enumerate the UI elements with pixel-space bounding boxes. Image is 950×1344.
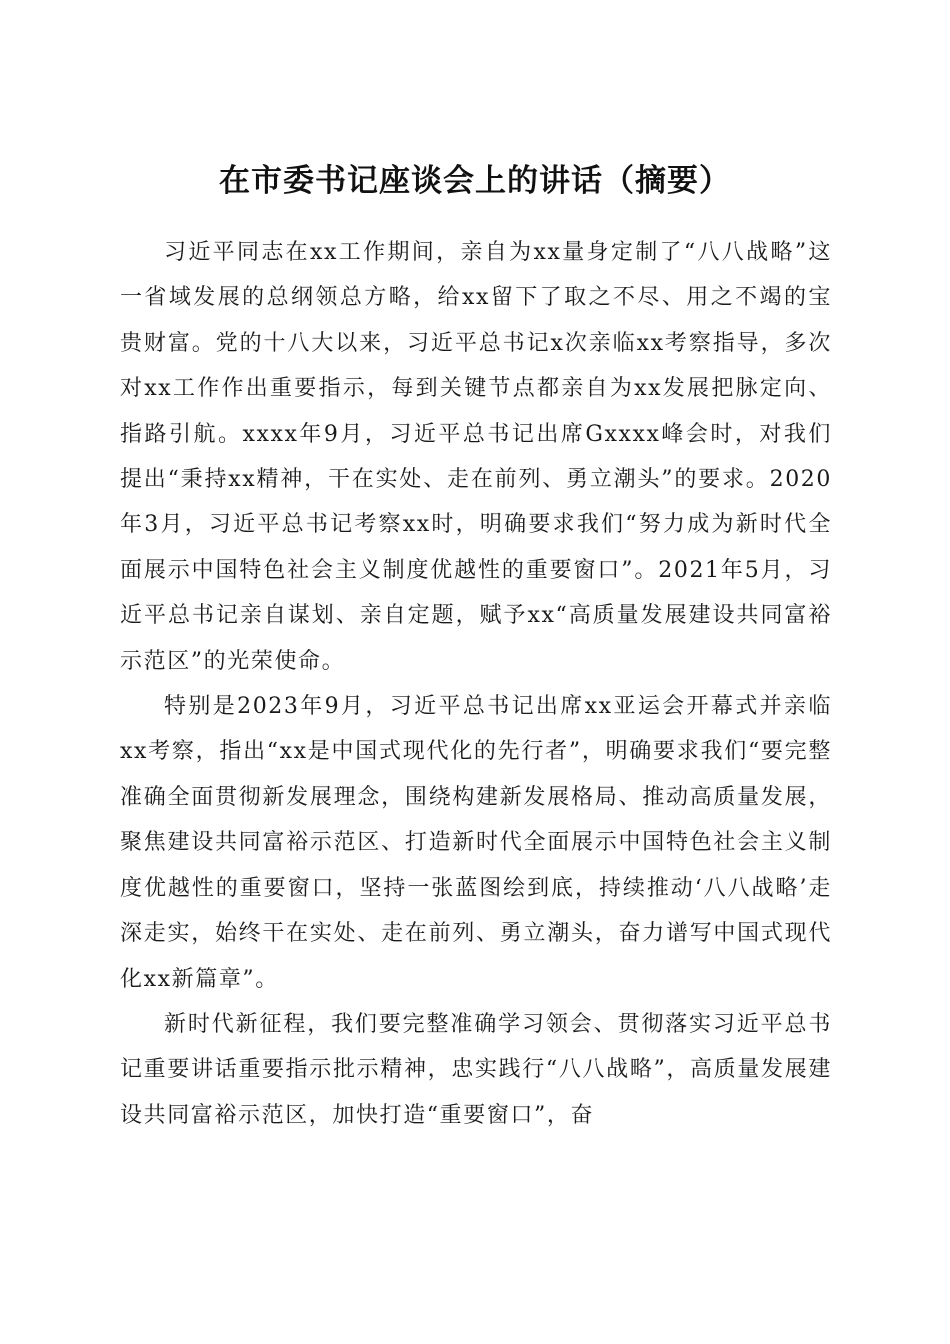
paragraph: 习近平同志在xx工作期间，亲自为xx量身定制了“八八战略”这一省域发展的总纲领总方略，给xx留下了取之不尽、用之不竭的宝贵财富。党的十八大以来，习近平总书记x次亲临xx考察指导，多次对xx工作作出重要指示，每到关键节点都亲自为xx发展把脉定向、指路引航。xxxx年9月，习近平总书记出席Gxxxx峰会时，对我们提出“秉持xx精神，干在实处、走在前列、勇立潮头”的要求。2020年3月，习近平总书记考察xx时，明确要求我们“努力成为新时代全面展示中国特色社会主义制度优越性的重要窗口”。2021年5月，习近平总书记亲自谋划、亲自定题，赋予xx“高质量发展建设共同富裕示范区”的光荣使命。: [120, 240, 832, 674]
paragraph: 新时代新征程，我们要完整准确学习领会、贯彻落实习近平总书记重要讲话重要指示批示精神，忠实践行“八八战略”，高质量发展建设共同富裕示范区，加快打造“重要窗口”，奋: [120, 1011, 832, 1128]
document-body: [120, 230, 832, 1138]
paragraph: 特别是2023年9月，习近平总书记出席xx亚运会开幕式并亲临xx考察，指出“xx是中国式现代化的先行者”，明确要求我们“要完整准确全面贯彻新发展理念，围绕构建新发展格局、推动高质量发展，聚焦建设共同富裕示范区、打造新时代全面展示中国特色社会主义制度优越性的重要窗口，坚持一张蓝图绘到底，持续推动‘八八战略’走深走实，始终干在实处、走在前列、勇立潮头，奋力谱写中国式现代化xx新篇章”。: [120, 694, 832, 992]
document-title: 在市委书记座谈会上的讲话（摘要）: [219, 162, 731, 199]
